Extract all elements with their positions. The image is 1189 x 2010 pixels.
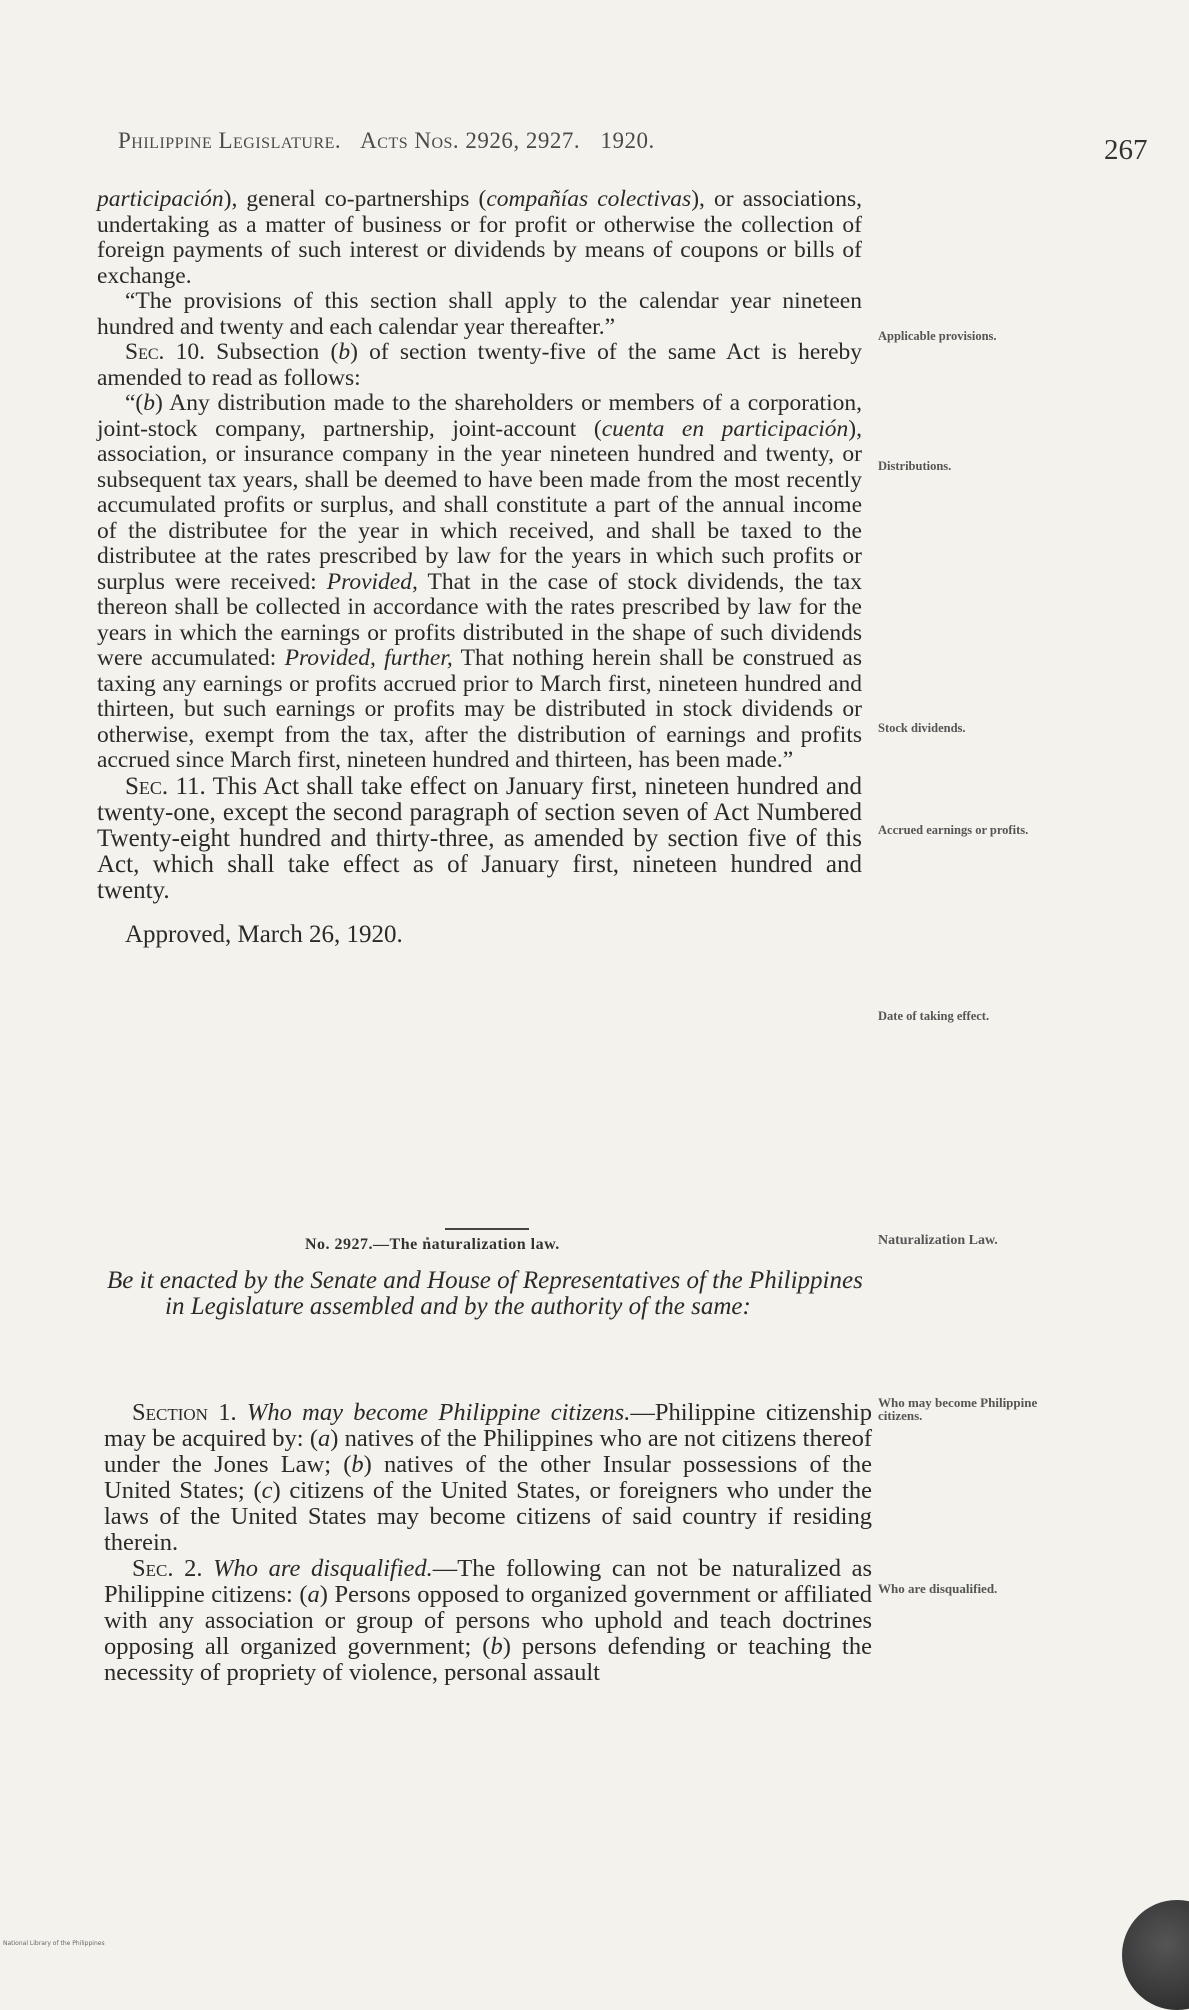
italic-term: a	[318, 1425, 331, 1452]
text-run: ), association, or insurance company in the year nineteen hundred and twenty, or subsequent tax years, shall be deemed to have been made from the most recently accumulated profits or surplus, and shall constitute a part of the annual income of the distributee for the year in which received, and shall be taxed to the distributee at the rates prescribed by law for the years in which such profits or surplus were received:	[97, 415, 862, 595]
section-heading: Who may become Philippine citizens.	[246, 1399, 631, 1426]
text-run: —Philippine citizenship may be acquired by: (	[104, 1399, 872, 1452]
margin-note-applicable: Applicable provisions.	[878, 329, 997, 343]
act-title: No. 2927.—The naturalization law.	[305, 1236, 560, 1253]
text-run: This Act shall take effect on January first, nineteen hundred and twenty-one, except the second paragraph of section seven of Act Numbered Twenty-eight hundred and thirty-three, as amended by section five of this Act, which shall take effect as of January first, nineteen hundred and twenty.	[97, 772, 862, 904]
text-run: ) natives of the other Insular possessions of the United States; (	[104, 1451, 873, 1504]
section-label: Section 1.	[132, 1399, 237, 1426]
text-run: Subsection (	[204, 339, 339, 365]
italic-term: b	[351, 1451, 364, 1478]
text-run: “(	[125, 390, 144, 416]
text-run: ) of section twenty-five of the same Act is hereby amended to read as follows:	[97, 339, 862, 391]
text-run: That nothing herein shall be construed as taxing any earnings or profits accrued prior to March first, nineteen hundred and thirteen, but such earnings or profits may be distributed in stock dividends or otherwise, exempt from the tax, after the distribution of earnings and profits accrued since March first, nineteen hundred and thirteen, has been made.”	[97, 645, 862, 773]
section-heading: Who are disqualified.	[213, 1555, 433, 1582]
italic-term: Provided,	[326, 568, 418, 595]
section-divider	[445, 1228, 529, 1230]
section-label: Sec. 10.	[125, 339, 205, 365]
italic-term: Provided, further,	[284, 645, 453, 671]
text-run: ) Any distribution made to the shareholders or members of a corporation, joint-stock company, partnership, joint-account (	[97, 390, 862, 442]
text-run: ) natives of the Philippines who are not citizens thereof under the Jones Law; (	[104, 1425, 873, 1478]
section-label: Sec. 11.	[125, 772, 206, 800]
section-2-text	[104, 1556, 872, 1686]
margin-note-stock-dividends: Stock dividends.	[878, 721, 966, 735]
page-number: 267	[1104, 134, 1148, 166]
margin-note-naturalization: Naturalization Law.	[878, 1233, 998, 1248]
footer-credit: National Library of the Philippines	[3, 1940, 105, 1947]
text-run: ), general co-partnerships (	[223, 186, 487, 212]
margin-note-date-effect: Date of taking effect.	[878, 1009, 990, 1023]
section-label: Sec. 2.	[132, 1555, 203, 1582]
enacting-text: Be it enacted by the Senate and House of Representatives of the Philippines in Legislature assembled and by the authority of the same:	[107, 1267, 863, 1320]
text-run: —The following can not be naturalized as Philippine citizens: (	[104, 1555, 872, 1608]
margin-note-accrued: Accrued earnings or profits.	[878, 823, 1029, 837]
margin-note-who-may: Who may become Philippine citizens.	[878, 1395, 1038, 1423]
text-run: ) citizens of the United States, or foreigners who under the laws of the United States may become citizens of said country if residing therein.	[104, 1477, 873, 1556]
text-run: That in the case of stock dividends, the tax thereon shall be collected in accordance with the rates prescribed by law for the years in which the earnings or profits distributed in the shape of such dividends were accumulated:	[97, 568, 862, 671]
body-text-top	[97, 187, 862, 947]
italic-term: b	[143, 390, 156, 416]
margin-note-disqualified: Who are disqualified.	[878, 1581, 998, 1596]
italic-term: b	[490, 1633, 503, 1660]
italic-term: compañías colectivas	[486, 186, 692, 212]
paragraph-distribution	[97, 391, 862, 774]
section-1-text	[104, 1400, 872, 1556]
header-year: 1920.	[600, 128, 655, 153]
italic-term: c	[261, 1477, 273, 1504]
italic-term: cuenta en participación	[601, 415, 849, 442]
running-header	[118, 128, 858, 154]
italic-term: a	[307, 1581, 320, 1608]
enacting-clause	[107, 1268, 877, 1320]
margin-note-distributions: Distributions.	[878, 459, 952, 473]
italic-term: b	[338, 339, 351, 365]
approved-line: Approved, March 26, 1920.	[125, 920, 403, 948]
header-acts: Acts Nos. 2926, 2927.	[360, 128, 581, 153]
paragraph-applicable: “The provisions of this section shall apply to the calendar year nineteen hundred and twenty and each calendar year thereafter.”	[97, 288, 862, 340]
header-legislature: Philippine Legislature.	[118, 128, 342, 153]
text-run: ) Persons opposed to organized government or affiliated with any association or group of persons who uphold and teach doctrines opposing all organized government; (	[104, 1581, 872, 1660]
page-corner-shadow	[1122, 1900, 1189, 2010]
paragraph-continuation	[97, 187, 862, 289]
paragraph-sec11	[97, 774, 862, 904]
italic-term: participación	[97, 186, 224, 212]
paragraph-sec10	[97, 340, 862, 391]
section-1	[104, 1400, 872, 1686]
text-run: ) persons defending or teaching the necessity of propriety of violence, personal assault	[104, 1633, 872, 1686]
text-run: ), or associations, undertaking as a matter of business or for profit or otherwise the collection of foreign payments of such interest or dividends by means of coupons or bills of exchange.	[97, 186, 863, 289]
